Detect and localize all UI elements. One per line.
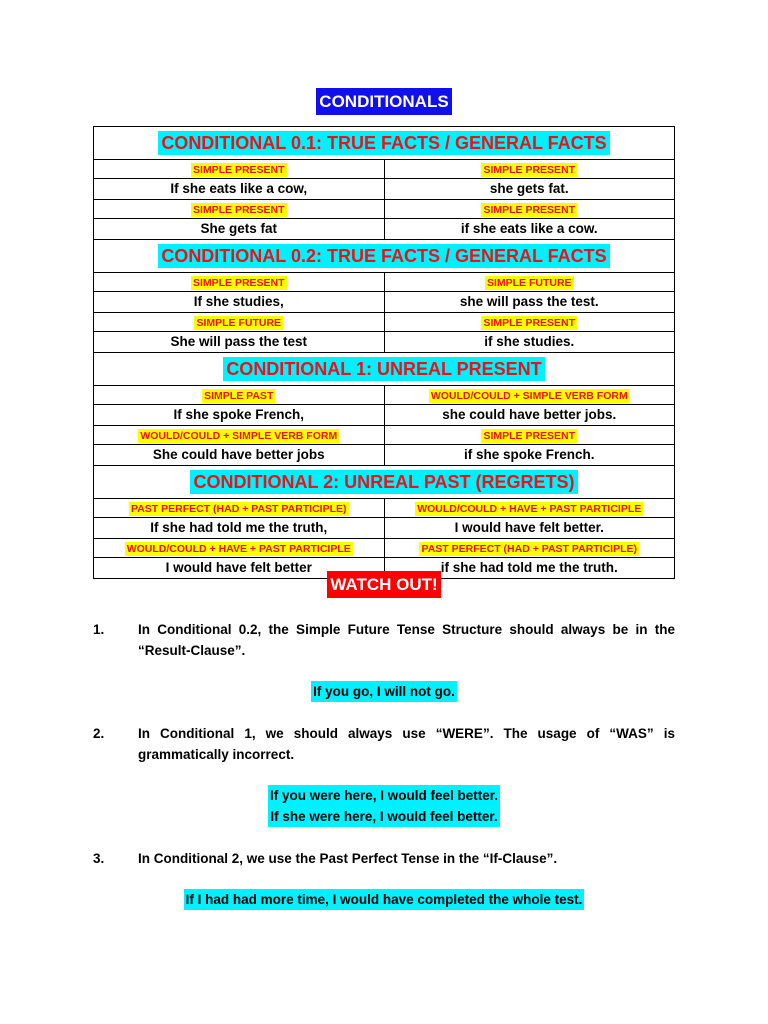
example-sentence: If I had had more time, I would have completed the whole test. <box>184 889 585 910</box>
sentence-row <box>94 179 675 200</box>
sentence-left: If she eats like a cow, <box>170 181 308 196</box>
sentence-row <box>94 518 675 539</box>
tense-label-row <box>94 200 675 219</box>
page-title: CONDITIONALS <box>316 88 451 115</box>
sentence-right: if she had told me the truth. <box>440 560 618 575</box>
tense-label-row <box>94 386 675 405</box>
example-wrap <box>0 889 768 910</box>
example-wrap <box>0 785 768 827</box>
sentence-row <box>94 405 675 426</box>
sentence-right: if she eats like a cow. <box>460 221 598 236</box>
tense-label-right: PAST PERFECT (HAD + PAST PARTICIPLE) <box>421 543 638 555</box>
tense-label-right: SIMPLE PRESENT <box>483 430 576 442</box>
tense-label-left: SIMPLE PAST <box>204 390 274 402</box>
note-text: In Conditional 1, we should always use “WERE”. The usage of “WAS” is grammatically incorrect. <box>138 726 675 762</box>
sentence-left: She will pass the test <box>170 334 308 349</box>
section-heading-row <box>94 353 675 386</box>
tense-label-right: SIMPLE FUTURE <box>486 277 572 289</box>
page-title-wrap <box>0 88 768 115</box>
tense-label-right: SIMPLE PRESENT <box>483 317 576 329</box>
tense-label-left: SIMPLE PRESENT <box>192 204 285 216</box>
sentence-row <box>94 292 675 313</box>
tense-label-left: PAST PERFECT (HAD + PAST PARTICIPLE) <box>130 503 347 515</box>
sentence-right: she could have better jobs. <box>442 407 617 422</box>
sentence-row <box>94 332 675 353</box>
example-wrap <box>0 681 768 702</box>
sentence-right: if she spoke French. <box>463 447 595 462</box>
example-sentence: If she were here, I would feel better. <box>270 809 498 824</box>
note-number: 1. <box>93 622 105 637</box>
tense-label-right: WOULD/COULD + HAVE + PAST PARTICIPLE <box>417 503 642 515</box>
tense-label-row <box>94 313 675 332</box>
sentence-right: she gets fat. <box>489 181 569 196</box>
note-item <box>93 619 675 661</box>
note-item <box>93 848 675 869</box>
sentence-left: She could have better jobs <box>152 447 325 462</box>
tense-label-left: SIMPLE FUTURE <box>196 317 282 329</box>
tense-label-row <box>94 160 675 179</box>
sentence-right: I would have felt better. <box>454 520 604 535</box>
sentence-left: If she had told me the truth, <box>150 520 328 535</box>
note-text: In Conditional 0.2, the Simple Future Tense Structure should always be in the “Result-Clause”. <box>138 622 675 658</box>
tense-label-left: WOULD/COULD + SIMPLE VERB FORM <box>140 430 338 442</box>
example-block <box>268 785 500 827</box>
section-heading-row <box>94 240 675 273</box>
tense-label-row <box>94 426 675 445</box>
watch-out-heading: WATCH OUT! <box>327 571 440 598</box>
section-heading-row <box>94 127 675 160</box>
section-heading: CONDITIONAL 0.1: TRUE FACTS / GENERAL FACTS <box>158 131 609 155</box>
tense-label-row <box>94 273 675 292</box>
section-heading: CONDITIONAL 0.2: TRUE FACTS / GENERAL FACTS <box>158 244 609 268</box>
sentence-left: I would have felt better <box>165 560 312 575</box>
section-heading: CONDITIONAL 2: UNREAL PAST (REGRETS) <box>190 470 577 494</box>
watch-out-wrap <box>0 571 768 598</box>
section-heading: CONDITIONAL 1: UNREAL PRESENT <box>223 357 544 381</box>
note-text: In Conditional 2, we use the Past Perfect Tense in the “If-Clause”. <box>138 851 558 866</box>
sentence-right: she will pass the test. <box>459 294 599 309</box>
tense-label-row <box>94 539 675 558</box>
note-item <box>93 723 675 765</box>
tense-label-right: SIMPLE PRESENT <box>483 204 576 216</box>
sentence-row <box>94 219 675 240</box>
note-number: 3. <box>93 851 105 866</box>
tense-label-left: SIMPLE PRESENT <box>192 164 285 176</box>
sentence-left: If she studies, <box>193 294 284 309</box>
sentence-left: If she spoke French, <box>173 407 305 422</box>
sentence-right: if she studies. <box>484 334 575 349</box>
tense-label-row <box>94 499 675 518</box>
tense-label-left: SIMPLE PRESENT <box>192 277 285 289</box>
example-sentence: If you were here, I would feel better. <box>269 788 499 803</box>
sentence-left: She gets fat <box>200 221 278 236</box>
example-sentence: If you go, I will not go. <box>311 681 457 702</box>
conditionals-table <box>93 126 675 579</box>
note-number: 2. <box>93 726 105 741</box>
tense-label-right: WOULD/COULD + SIMPLE VERB FORM <box>430 390 628 402</box>
tense-label-right: SIMPLE PRESENT <box>483 164 576 176</box>
section-heading-row <box>94 466 675 499</box>
sentence-row <box>94 445 675 466</box>
tense-label-left: WOULD/COULD + HAVE + PAST PARTICIPLE <box>126 543 351 555</box>
